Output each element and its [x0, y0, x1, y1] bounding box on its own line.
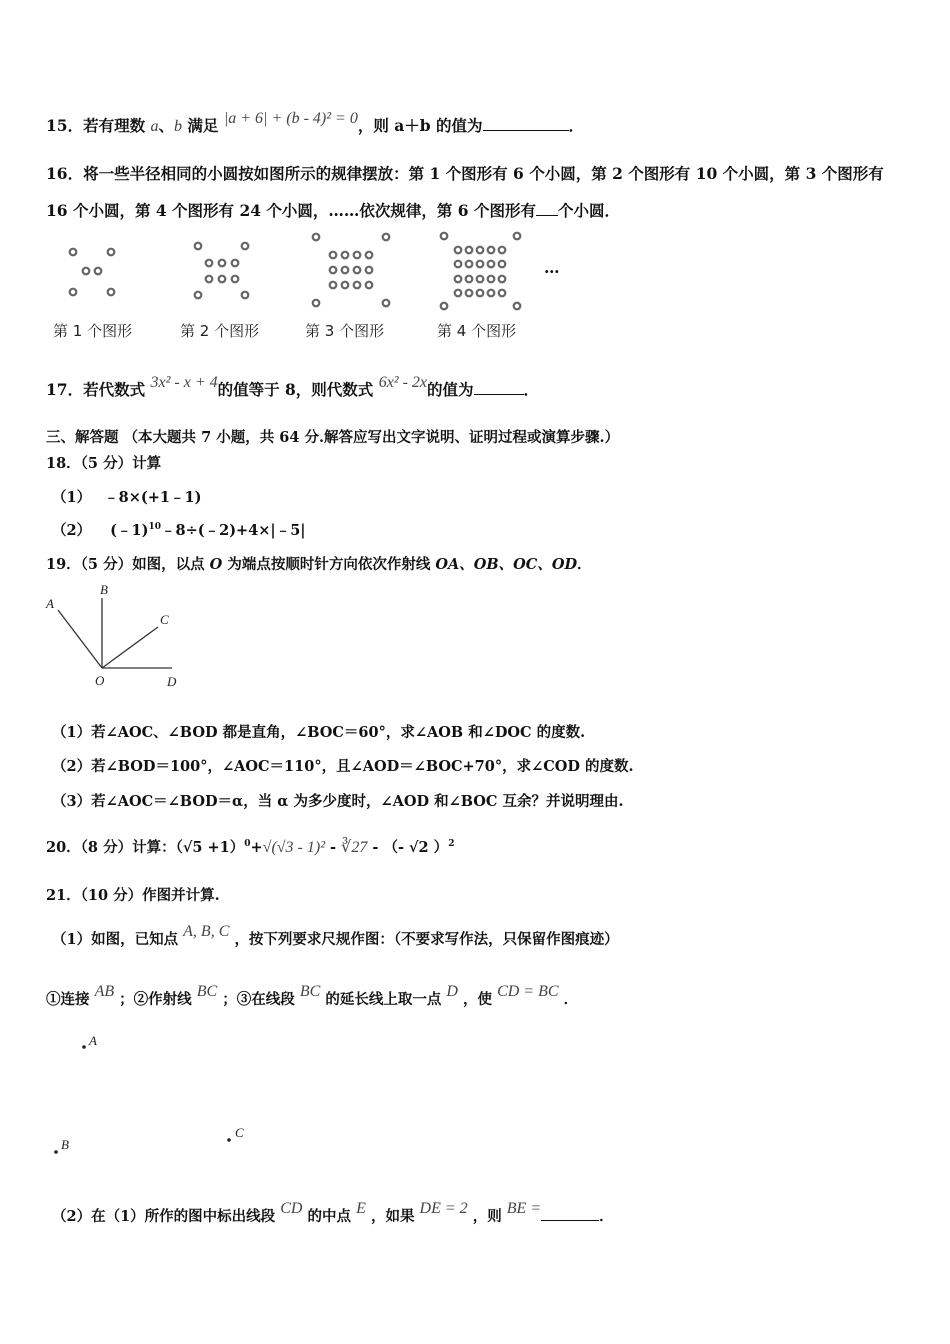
q21-p2-pre: （2）在（1）所作的图中标出线段 [52, 1208, 276, 1225]
q17-num: 17．若代数式 [46, 380, 146, 399]
q21-p2-end: ． [599, 1208, 614, 1225]
q19-part1: （1）若∠AOC、∠BOD 都是直角，∠BOC＝60°，求∠AOB 和∠DOC 的度数. [52, 724, 586, 741]
q21-p2-then: ，则 [472, 1208, 502, 1225]
q15 [46, 110, 585, 136]
q15-var-a: a [150, 118, 159, 135]
point-C-dot [227, 1138, 231, 1142]
q15-post: ，则 a＋b 的值为 [357, 116, 483, 135]
q18-p2-rest: ﹣8÷(﹣2)+4×|﹣5| [161, 522, 306, 539]
q18-head: 18．（5 分）计算 [46, 455, 162, 472]
q21-p2-math1: CD [280, 1200, 303, 1217]
q20-exp0: 0 [244, 839, 251, 850]
q16-caption-1: 第 1 个图形 [53, 322, 133, 340]
q18-p2-base: (﹣1) [110, 522, 149, 539]
q18-p2-label: （2） [52, 522, 92, 539]
q19-head [46, 553, 592, 574]
q21-s4: 的延长线上取一点 [325, 991, 442, 1008]
q21-points-figure [0, 1030, 260, 1160]
q19-head-rays: OA、OB、OC、OD [435, 556, 578, 573]
q20-plus: + [250, 839, 263, 856]
q15-pre: 若有理数 [83, 116, 146, 135]
q20 [46, 836, 454, 857]
q15-end: ． [568, 116, 585, 135]
q19-label-A: A [46, 596, 54, 611]
q21-s2-math: BC [196, 983, 218, 1000]
q20-part1: （√5 +1） [175, 839, 245, 856]
q20-minus2: - [367, 839, 384, 856]
q16-line1: 16．将一些半径相同的小圆按如图所示的规律摆放：第 1 个图形有 6 个小圆，第 2 个图形有 10 个小圆，第 3 个图形有 [46, 164, 884, 183]
q19-part3: （3）若∠AOC＝∠BOD＝α，当 α 为多少度时，∠AOD 和∠BOC 互余？并说明理由. [52, 793, 624, 810]
q21-s1: ①连接 [46, 991, 90, 1008]
q21-p2-math4: BE = [506, 1200, 542, 1217]
q21-p1-pre: （1）如图，已知点 [52, 931, 179, 948]
q18-p1-label: （1） [52, 489, 92, 506]
q21-label-C: C [235, 1125, 244, 1140]
q16-answer-blank [536, 201, 558, 216]
q19-head-pre: 19．（5 分）如图，以点 [46, 556, 210, 573]
q15-num: 15． [46, 116, 84, 135]
q18-p2-exp: 10 [148, 522, 161, 533]
q19-head-end: ． [577, 556, 592, 573]
q17 [46, 374, 540, 400]
q16-line2-a: 16 个小圆，第 4 个图形有 24 个小圆，……依次规律，第 6 个图形有 [46, 201, 536, 220]
q21-head: 21．（10 分）作图并计算. [46, 887, 220, 904]
q15-var-b: b [174, 118, 183, 135]
q21-p2-math2: E [356, 1200, 366, 1217]
figure-2 [195, 243, 249, 299]
q16-ellipsis: … [544, 258, 560, 277]
point-A-dot [82, 1045, 86, 1049]
q19-label-D: D [167, 674, 177, 689]
q20-head: 20．（8 分）计算： [46, 839, 176, 856]
q15-answer-blank [483, 116, 569, 131]
q21-s3-math: BC [299, 983, 321, 1000]
q17-end: ． [523, 380, 540, 399]
q18-p1-expr: ﹣8×(+1﹣1) [104, 489, 202, 506]
q17-expr2: 6x² - 2x [378, 374, 428, 391]
q19-label-O: O [95, 673, 105, 688]
q17-post: 的值为 [427, 380, 474, 399]
q21-label-B: B [61, 1137, 69, 1152]
q20-minus1: - [325, 839, 342, 856]
figure-4 [441, 233, 521, 310]
q21-answer-blank [541, 1206, 599, 1221]
q19-head-mid: 为端点按顺时针方向依次作射线 [222, 556, 436, 573]
q15-sep: 、 [158, 116, 175, 135]
q16-line2 [46, 199, 620, 221]
q21-p2-math3: DE = 2 [419, 1200, 468, 1217]
q17-expr1: 3x² - x + 4 [150, 374, 218, 391]
q21-s1-math: AB [94, 983, 115, 1000]
q21-s2: ；②作射线 [119, 991, 192, 1008]
q18-part1 [52, 486, 201, 507]
q21-p1-points: A, B, C [183, 923, 230, 940]
q20-part3: ∛27 [341, 839, 368, 856]
q19-head-O: O [209, 556, 223, 573]
q17-mid: 的值等于 8，则代数式 [217, 380, 374, 399]
q21-steps [46, 983, 579, 1009]
q21-p1-post: ，按下列要求尺规作图：（不要求写作法，只保留作图痕迹） [234, 931, 619, 948]
q21-p2-mid: 的中点 [307, 1208, 352, 1225]
q21-s5: ，使 [463, 991, 493, 1008]
q18-part2 [52, 519, 306, 540]
point-B-dot [54, 1150, 58, 1154]
q17-answer-blank [474, 380, 524, 395]
q16-caption-3: 第 3 个图形 [305, 322, 385, 340]
figure-3 [313, 234, 390, 307]
q20-part2: √(√3 - 1)² [262, 839, 325, 856]
q16-circle-figures [0, 225, 580, 320]
q21-label-A: A [89, 1033, 97, 1048]
q19-part2: （2）若∠BOD＝100°，∠AOC＝110°，且∠AOD＝∠BOC+70°，求∠COD 的度数. [52, 758, 634, 775]
q21-part2 [52, 1200, 614, 1226]
q16-line2-b: 个小圆． [558, 201, 621, 220]
q21-s4-math: D [446, 983, 458, 1000]
q20-exp2: 2 [448, 839, 455, 850]
q16-caption-4: 第 4 个图形 [437, 322, 517, 340]
q15-expr: |a + 6| + (b - 4)² = 0 [223, 110, 358, 127]
q16-caption-2: 第 2 个图形 [180, 322, 260, 340]
q15-mid: 满足 [187, 116, 219, 135]
q21-p2-if: ，如果 [370, 1208, 415, 1225]
q21-part1-intro [52, 923, 619, 949]
section3-title: 三、解答题 （本大题共 7 小题，共 64 分.解答应写出文字说明、证明过程或演算步骤.） [46, 429, 620, 446]
q21-s3: ；③在线段 [222, 991, 295, 1008]
q21-s6: ． [563, 991, 579, 1008]
ray-OA [58, 610, 102, 668]
q19-label-C: C [160, 612, 169, 627]
q21-s5-math: CD = BC [497, 983, 559, 1000]
figure-1 [70, 249, 115, 296]
ray-OC [102, 627, 158, 668]
q20-part4: （- √2 ） [383, 839, 449, 856]
q19-label-B: B [100, 582, 108, 597]
